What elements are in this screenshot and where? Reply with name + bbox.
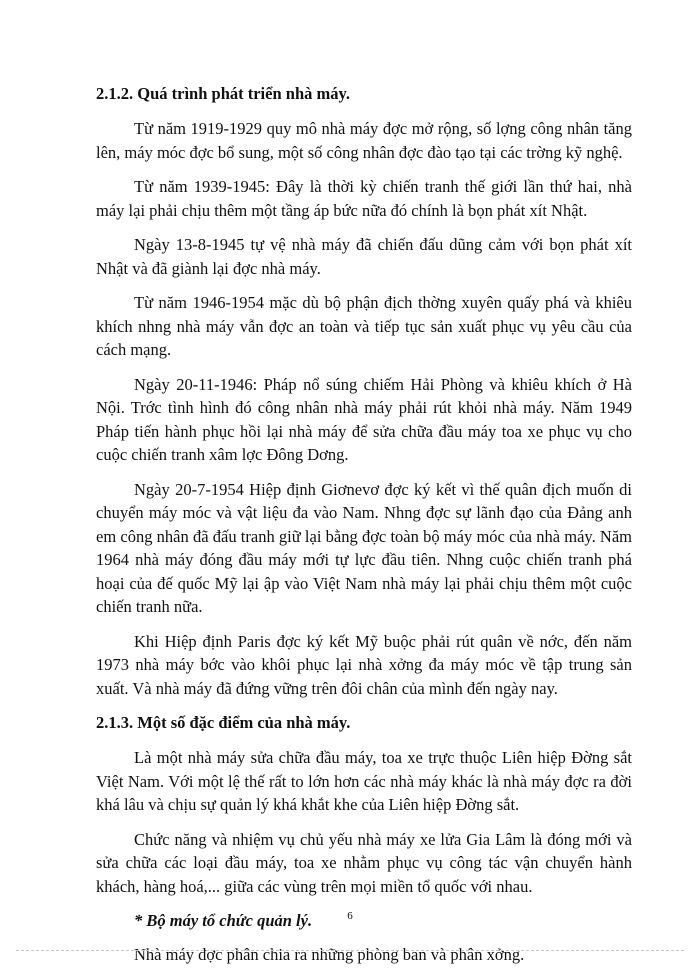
section-heading-2-1-2: 2.1.2. Quá trình phát triển nhà máy. xyxy=(96,84,350,103)
paragraph: Từ năm 1946-1954 mặc dù bộ phận địch thờng xuyên quấy phá và khiêu khích nhng nhà máy vẫn đợc an toàn và tiếp tục sản xuất phục vụ yêu cầu của cách mạng. xyxy=(96,293,632,359)
page-number: 6 xyxy=(347,910,353,922)
paragraph: Ngày 20-11-1946: Pháp nổ súng chiếm Hải Phòng và khiêu khích ở Hà Nội. Trớc tình hình đó công nhân nhà máy phải rút khỏi nhà máy. Năm 1949 Pháp tiến hành phục hồi lại nhà máy để sửa chữa đầu máy toa xe phục vụ cho cuộc chiến tranh xâm lợc Đông Dơng. xyxy=(96,374,632,464)
paragraph: Ngày 20-7-1954 Hiệp định Giơnevơ đợc ký kết vì thế quân địch muốn di chuyển máy móc và vật liệu đa vào Nam. Nhng đợc sự lãnh đạo của Đảng anh em công nhân đã đấu tranh giữ lại bằng đợc toàn bộ máy móc của nhà máy. Năm 1964 nhà máy đóng đầu máy mới tự lực đầu tiên. Nhng cuộc chiến tranh phá hoại của đế quốc Mỹ lại ập vào Việt Nam nhà máy lại phải chịu thêm một cuộc chiến tranh nữa. xyxy=(96,479,632,616)
paragraph: Chức năng và nhiệm vụ chủ yếu nhà máy xe lửa Gia Lâm là đóng mới và sửa chữa các loại đầu máy, toa xe nhằm phục vụ công tác vận chuyển hành khách, hàng hoá,... giữa các vùng trên mọi miền tổ quốc với nhau. xyxy=(96,829,632,896)
paragraph: Từ năm 1939-1945: Đây là thời kỳ chiến tranh thế giới lần thứ hai, nhà máy lại phải chịu thêm một tầng áp bức nữa đó chính là bọn phát xít Nhật. xyxy=(96,177,632,220)
paragraph: Là một nhà máy sửa chữa đầu máy, toa xe trực thuộc Liên hiệp Đờng sắt Việt Nam. Với một lệ thế rất to lớn hơn các nhà máy khác là nhà máy đợc ra đời khá lâu và chịu sự quản lý khá khắt khe của Liên hiệp Đờng sắt. xyxy=(96,748,632,814)
paragraph: Ngày 13-8-1945 tự vệ nhà máy đã chiến đấu dũng cảm với bọn phát xít Nhật và đã giành lại đợc nhà máy. xyxy=(96,235,632,278)
page-content xyxy=(96,74,632,978)
paragraph: Nhà máy đợc phân chia ra những phòng ban và phân xởng. xyxy=(134,945,525,964)
subheading-organization: * Bộ máy tổ chức quản lý. xyxy=(134,911,313,930)
section-heading-2-1-3: 2.1.3. Một số đặc điểm của nhà máy. xyxy=(96,713,351,732)
paragraph: Từ năm 1919-1929 quy mô nhà máy đợc mở rộng, số lợng công nhân tăng lên, máy móc đợc bổ sung, một số công nhân đợc đào tạo tại các trờng kỹ nghệ. xyxy=(96,119,632,162)
paragraph: Khi Hiệp định Paris đợc ký kết Mỹ buộc phải rút quân về nớc, đến năm 1973 nhà máy bớc vào khôi phục lại nhà xởng đa máy móc về tập trung sản xuất. Và nhà máy đã đứng vững trên đôi chân của mình đến ngày nay. xyxy=(96,631,632,698)
page-bottom-rule xyxy=(16,950,684,951)
